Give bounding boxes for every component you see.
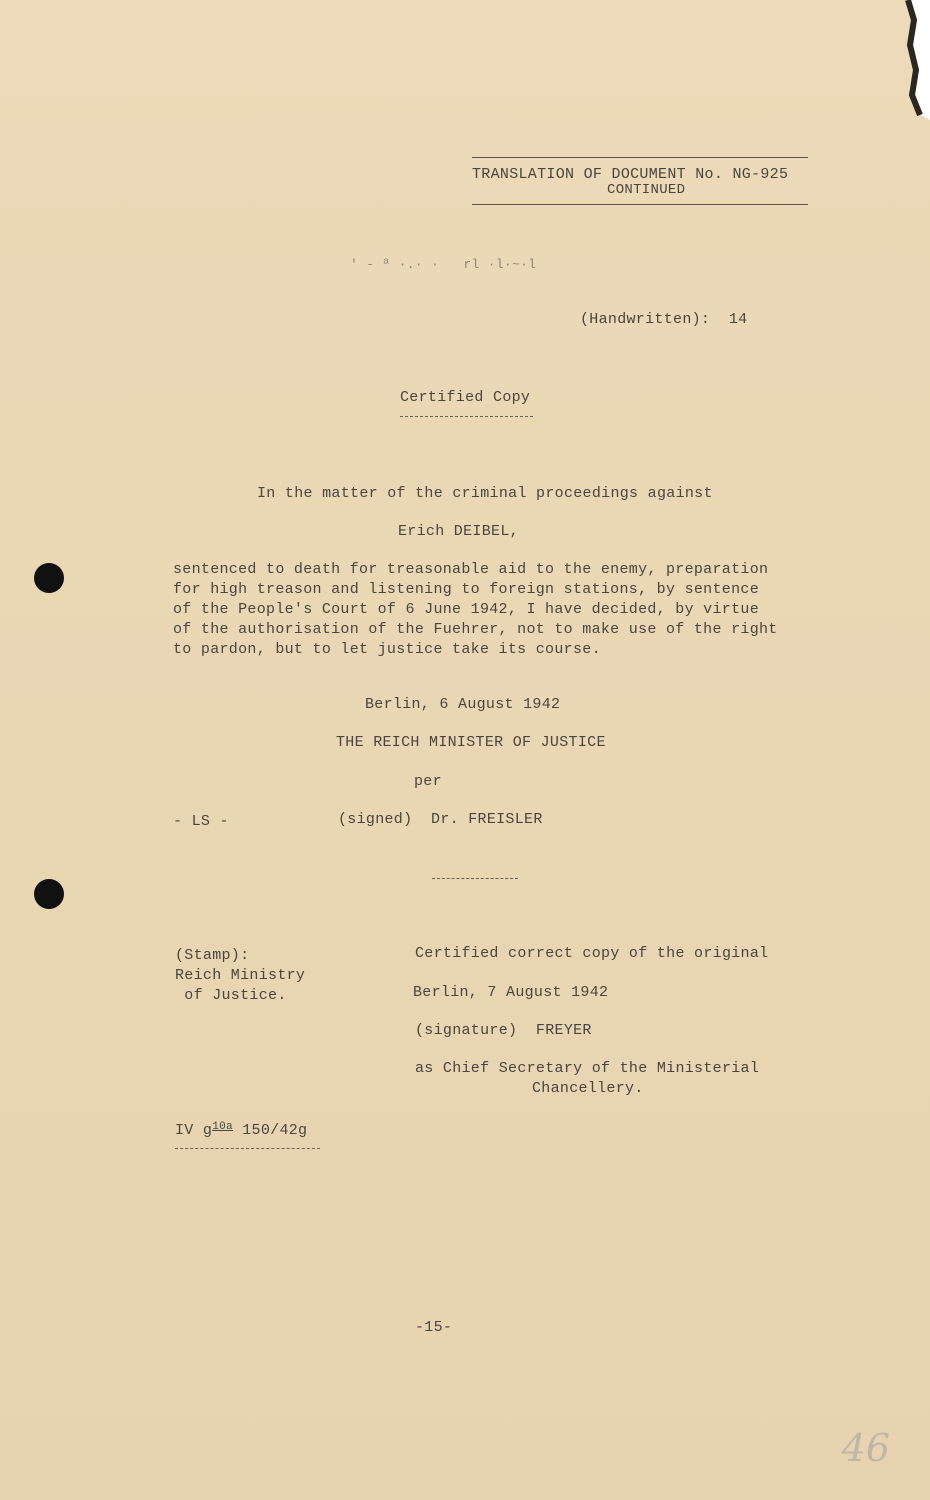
intro-line: In the matter of the criminal proceedings against <box>257 485 713 502</box>
punch-hole-bottom <box>34 879 64 909</box>
stamp-line-2: Reich Ministry <box>175 967 306 984</box>
certification-date: Berlin, 7 August 1942 <box>413 984 609 1001</box>
reference-prefix: IV g <box>175 1122 213 1139</box>
signed-line: (signed) Dr. FREISLER <box>338 811 543 828</box>
body-line: sentenced to death for treasonable aid to the enemy, preparation <box>173 561 769 578</box>
stamp-line-3: of Justice. <box>175 987 287 1004</box>
ls-seal-mark: - LS - <box>173 813 229 830</box>
stamp-label: (Stamp): <box>175 947 250 964</box>
reference-number <box>175 1118 307 1140</box>
page-number: -15- <box>415 1319 453 1336</box>
certification-line-1: Certified correct copy of the original <box>415 945 769 962</box>
header-top-rule <box>472 157 808 158</box>
body-line: of the authorisation of the Fuehrer, not to make use of the right <box>173 621 778 638</box>
reference-underline <box>175 1148 320 1149</box>
handwritten-note: (Handwritten): 14 <box>580 311 748 328</box>
certification-role: as Chief Secretary of the Ministerial <box>415 1060 760 1077</box>
punch-hole-top <box>34 563 64 593</box>
certification-signature: (signature) FREYER <box>415 1022 592 1039</box>
header-title: TRANSLATION OF DOCUMENT No. NG-925 <box>472 166 789 183</box>
body-line: to pardon, but to let justice take its course. <box>173 641 601 658</box>
header-subtitle: CONTINUED <box>607 182 686 198</box>
per-label: per <box>414 773 442 790</box>
torn-corner-shape <box>890 0 930 120</box>
title-underline <box>400 416 533 417</box>
document-title: Certified Copy <box>400 389 531 406</box>
pencil-folio-number: 46 <box>841 1426 890 1470</box>
authority-title: THE REICH MINISTER OF JUSTICE <box>336 734 606 751</box>
body-line: of the People's Court of 6 June 1942, I have decided, by virtue <box>173 601 759 618</box>
certification-role-cont: Chancellery. <box>532 1080 644 1097</box>
body-line: for high treason and listening to foreign stations, by sentence <box>173 581 759 598</box>
reference-sup: 10a <box>212 1121 233 1133</box>
header-bottom-rule <box>472 204 808 205</box>
faint-bleed-text: ' - ª ·.· · rl ·l·~·l <box>350 257 537 272</box>
place-date: Berlin, 6 August 1942 <box>365 696 561 713</box>
reference-suffix: 150/42g <box>232 1122 308 1139</box>
defendant-name: Erich DEIBEL, <box>398 523 519 540</box>
section-divider <box>432 878 518 879</box>
